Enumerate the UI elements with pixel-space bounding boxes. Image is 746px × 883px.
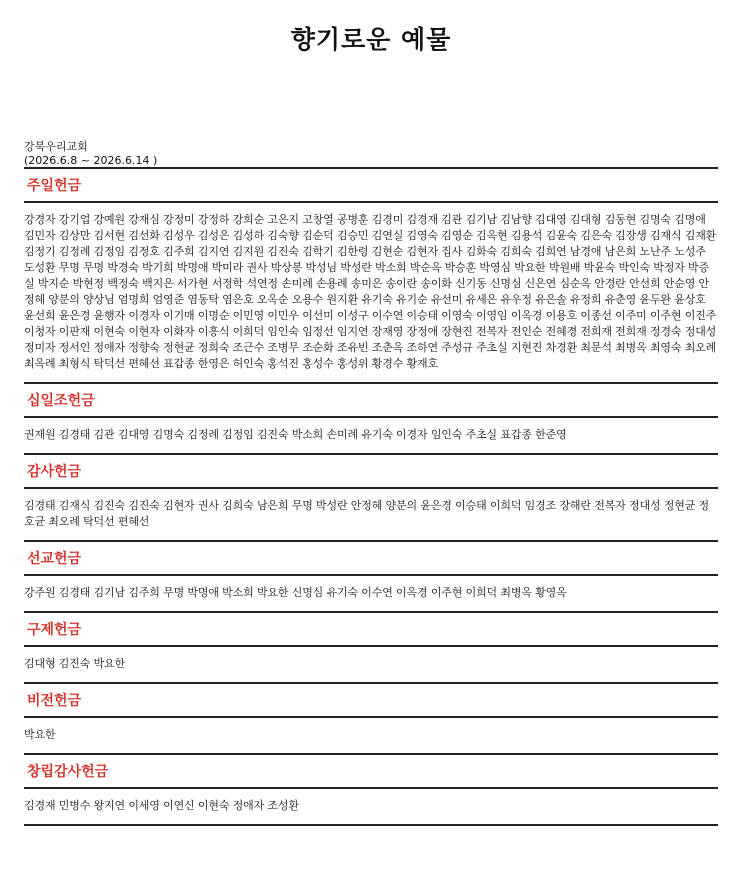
section-members-sunday: 강경자 강기업 강예원 강재심 강정미 강정하 강희순 고은지 고창열 공병훈 김경미 김경재 김관 김기남 김남향 김대영 김대형 김동현 김명숙 김명애 김민자 김상만 김서현 김선화 김성우 김성은 김성하 김숙향 김순덕 김승민 김연실 김영숙 김영순 김옥현 김용석 김윤숙 김은숙 김장생 김재식 김재환 김정기 김정례 김정임 김정호 김주희 김지연 김지원 김진숙 김학기 김한령 김현순 김현자 집사 김화숙 김희숙 김희연 남경애 남은희 노난주 노성주 도성환 무명 무명 박경숙 박기희 박명애 박미라 권사 박상봉 박성님 박성란 박소희 박순옥 박승훈 박영심 박요한 박원배 박윤숙 박인숙 박정자 박증실 박지순 박현정 백정숙 백지은 서가현 서정학 석연정 손미례 손용례 송미은 송이란 송이화 신기동 신명심 신은연 심순옥 안경란 안선희 안순영 안정혜 양분의 양상님 엄명희 엄영준 염동탁 염은호 오옥순 오용수 원지환 유기숙 유기순 유선미 유세은 유우정 유은솔 유정희 유춘영 윤두완 윤상호 윤선희 윤은경 윤행자 이경자 이기매 이명순 이민영 이민우 이선미 이성구 이수연 이승태 이영숙 이영임 이옥경 이용호 이종선 이주미 이주현 이진주 이청자 이판재 이현숙 이현자 이화자 이흥식 이희덕 임인숙 임정선 임지연 장재영 장정애 장현진 전복자 전인순 전혜경 전희재 전희재 정경숙 정대성 정미자 정서인 정애자 정향숙 정현균 정희숙 조근수 조병무 조순화 조유빈 조춘옥 조하연 주성규 주초실 지현진 차경환 최문석 최병옥 최영숙 최오례 최옥례 최형식 탁덕선 편혜선 표갑종 한영은 허인숙 홍석진 홍성수 홍성위 황경수 황재호 — [24, 213, 717, 370]
offering-page — [24, 0, 718, 826]
section-title-sunday: 주일헌금 — [27, 178, 82, 194]
page-title: 향기로운 예물 — [290, 25, 452, 54]
section-title-tithe: 십일조헌금 — [27, 393, 95, 409]
offering-period: (2026.6.8 ~ 2026.6.14 ) — [24, 154, 158, 167]
section-title-founding: 창립감사헌금 — [27, 764, 109, 780]
divider — [24, 824, 718, 826]
church-name: 강북우리교회 — [24, 140, 88, 153]
section-members-vision: 박요한 — [24, 728, 56, 741]
section-title-thanksgiving: 감사헌금 — [27, 464, 82, 480]
section-title-relief: 구제헌금 — [27, 622, 82, 638]
section-title-vision: 비전헌금 — [27, 693, 82, 709]
section-members-thanksgiving: 김경태 김재식 김진숙 김진숙 김현자 권사 김희숙 남은희 무명 박성란 안정혜 양분의 윤은경 이승태 이희덕 임경조 장해란 전복자 정대성 정현균 정호균 최오례 탁덕선 편혜선 — [24, 499, 710, 528]
section-members-relief: 김대형 김진숙 박요한 — [24, 657, 125, 670]
section-members-tithe: 권재원 김경태 김관 김대영 김명숙 김정례 김정임 김진숙 박소희 손미례 유기숙 이경자 임인숙 주초실 표갑종 한준영 — [24, 428, 567, 441]
section-members-mission: 강주원 김경태 김기남 김주희 무명 박명애 박소희 박요한 신명심 유기숙 이수연 이옥경 이주현 이희덕 최병옥 황영옥 — [24, 586, 567, 599]
section-title-mission: 선교헌금 — [27, 551, 82, 567]
section-members-founding: 김경재 민병수 왕지연 이세영 이연신 이현숙 정애자 조성환 — [24, 799, 299, 812]
